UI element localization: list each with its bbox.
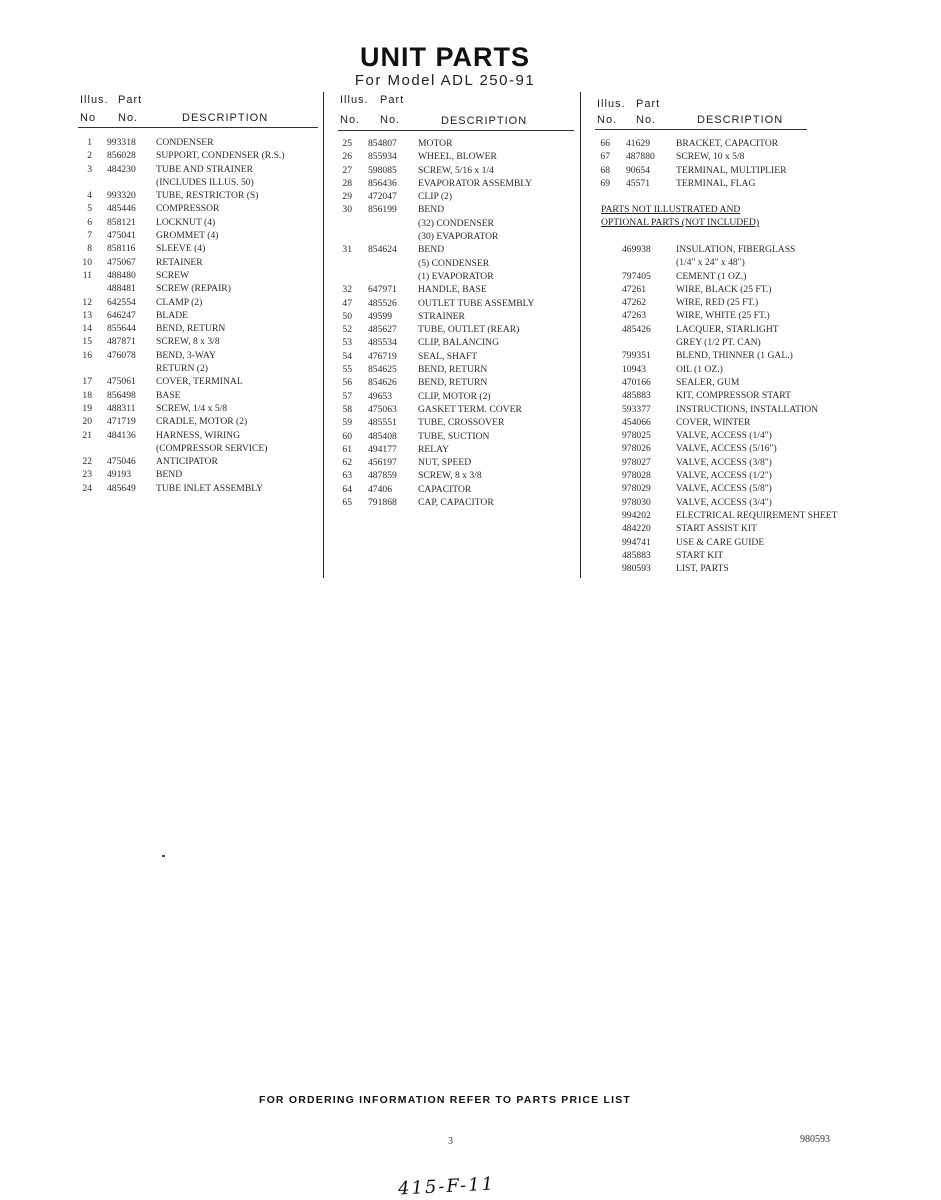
part-number: 90654 bbox=[626, 164, 650, 176]
not-illustrated-heading-1: PARTS NOT ILLUSTRATED AND bbox=[601, 204, 741, 215]
illus-number: 69 bbox=[600, 177, 610, 189]
part-description: INSTRUCTIONS, INSTALLATION bbox=[676, 403, 819, 415]
part-description: (INCLUDES ILLUS. 50) bbox=[156, 176, 254, 188]
part-number: 856028 bbox=[107, 150, 136, 162]
part-description: SCREW, 5/16 x 1/4 bbox=[418, 164, 494, 176]
part-description: TUBE, RESTRICTOR (S) bbox=[156, 190, 259, 202]
model-subtitle: For Model ADL 250-91 bbox=[354, 72, 536, 89]
part-number: 978029 bbox=[622, 483, 651, 495]
col2-no-label: No. bbox=[340, 114, 361, 126]
part-number: 49653 bbox=[368, 390, 392, 402]
part-description: BEND, RETURN bbox=[418, 364, 488, 376]
part-number: 476078 bbox=[107, 349, 136, 361]
column-divider-left bbox=[323, 92, 324, 578]
col2-part-label: Part bbox=[380, 94, 405, 106]
part-number: 47261 bbox=[622, 283, 646, 295]
illus-number: 52 bbox=[342, 324, 352, 336]
part-number: 854624 bbox=[368, 244, 397, 256]
part-description: LOCKNUT (4) bbox=[156, 216, 216, 228]
part-description: SUPPORT, CONDENSER (R.S.) bbox=[156, 150, 285, 162]
col3-part-no-label: No. bbox=[636, 114, 657, 126]
part-description: RELAY bbox=[418, 443, 450, 455]
part-description: CLIP (2) bbox=[418, 191, 453, 203]
part-description: COVER, WINTER bbox=[676, 416, 751, 428]
part-description: STRAINER bbox=[418, 310, 465, 322]
part-number: 797405 bbox=[622, 270, 651, 282]
part-description: VALVE, ACCESS (1/4") bbox=[676, 430, 772, 442]
part-number: 993320 bbox=[107, 190, 136, 202]
part-number: 799351 bbox=[622, 350, 651, 362]
part-description: HARNESS, WIRING bbox=[156, 429, 241, 441]
part-number: 485649 bbox=[107, 482, 136, 494]
illus-number: 21 bbox=[82, 429, 92, 441]
illus-number: 24 bbox=[82, 482, 92, 494]
illus-number: 53 bbox=[342, 337, 352, 349]
col3-header-rule bbox=[595, 129, 807, 130]
part-number: 484220 bbox=[622, 523, 651, 535]
illus-number: 22 bbox=[82, 456, 92, 468]
part-description: WIRE, BLACK (25 FT.) bbox=[676, 283, 772, 295]
illus-number: 4 bbox=[87, 190, 92, 202]
illus-number: 50 bbox=[342, 310, 352, 322]
part-description: EVAPORATOR ASSEMBLY bbox=[418, 177, 533, 189]
part-description: GASKET TERM. COVER bbox=[418, 403, 522, 415]
illus-number: 20 bbox=[82, 416, 92, 428]
illus-number: 18 bbox=[82, 389, 92, 401]
part-description: BEND, RETURN bbox=[156, 323, 226, 335]
part-description: VALVE, ACCESS (3/8") bbox=[676, 456, 772, 468]
scan-speck bbox=[162, 855, 165, 857]
part-number: 854807 bbox=[368, 138, 397, 149]
column-divider-right bbox=[580, 92, 581, 578]
col1-part-no-label: No. bbox=[118, 112, 139, 124]
part-number: 856436 bbox=[368, 177, 397, 189]
part-number: 475061 bbox=[107, 376, 136, 388]
part-number: 475063 bbox=[368, 403, 397, 415]
part-number: 858116 bbox=[107, 243, 136, 255]
part-number: 485883 bbox=[622, 390, 651, 402]
part-number: 475067 bbox=[107, 256, 136, 268]
illus-number: 59 bbox=[342, 417, 352, 429]
col3-illus-label: Illus. bbox=[597, 98, 626, 110]
part-number: 485426 bbox=[622, 323, 651, 335]
illus-number: 68 bbox=[600, 164, 610, 176]
illus-number: 11 bbox=[82, 269, 92, 281]
illus-number: 29 bbox=[342, 191, 352, 203]
col2-illus-label: Illus. bbox=[340, 94, 369, 106]
part-description: CAP, CAPACITOR bbox=[418, 497, 494, 509]
illus-number: 31 bbox=[342, 244, 352, 256]
part-number: 993318 bbox=[107, 137, 136, 148]
part-description: COMPRESSOR bbox=[156, 203, 220, 215]
part-number: 475046 bbox=[107, 456, 136, 468]
col1-part-label: Part bbox=[118, 94, 143, 106]
part-number: 475041 bbox=[107, 230, 136, 242]
illus-number: 61 bbox=[342, 443, 352, 455]
part-number: 485627 bbox=[368, 324, 397, 336]
illus-number: 23 bbox=[82, 469, 92, 481]
part-description: SCREW, 8 x 3/8 bbox=[418, 470, 482, 482]
illus-number: 19 bbox=[82, 402, 92, 414]
part-number: 47263 bbox=[622, 310, 646, 322]
part-number: 485526 bbox=[368, 297, 397, 309]
illus-number: 7 bbox=[87, 230, 92, 242]
col3-description-label: DESCRIPTION bbox=[697, 114, 784, 126]
part-description: TUBE, SUCTION bbox=[418, 430, 490, 442]
part-number: 978027 bbox=[622, 456, 651, 468]
part-number: 456197 bbox=[368, 457, 397, 469]
part-description: SCREW (REPAIR) bbox=[156, 283, 231, 295]
part-description: TUBE, CROSSOVER bbox=[418, 417, 505, 429]
part-number: 494177 bbox=[368, 443, 397, 455]
part-description: ANTICIPATOR bbox=[156, 456, 218, 468]
part-number: 978030 bbox=[622, 496, 651, 508]
part-description: INSULATION, FIBERGLASS bbox=[676, 244, 796, 255]
part-description: RETAINER bbox=[156, 256, 203, 268]
part-description: WIRE, RED (25 FT.) bbox=[676, 297, 759, 309]
part-description: (1/4" x 24" x 48") bbox=[676, 257, 745, 269]
part-description: (32) CONDENSER bbox=[418, 217, 494, 229]
part-number: 485408 bbox=[368, 430, 397, 442]
col1-header-rule bbox=[78, 127, 318, 128]
part-number: 484230 bbox=[107, 163, 136, 175]
part-number: 488481 bbox=[107, 283, 136, 295]
part-description: BEND, RETURN bbox=[418, 377, 488, 389]
part-number: 598085 bbox=[368, 164, 397, 176]
part-description: TUBE AND STRAINER bbox=[156, 163, 254, 175]
part-description: BEND bbox=[156, 469, 183, 481]
part-description: BEND bbox=[418, 204, 445, 216]
part-description: ELECTRICAL REQUIREMENT SHEET bbox=[676, 509, 838, 521]
part-number: 856199 bbox=[368, 204, 397, 216]
col3-no-label: No. bbox=[597, 114, 618, 126]
part-number: 488480 bbox=[107, 269, 136, 281]
not-illustrated-heading-2: OPTIONAL PARTS (NOT INCLUDED) bbox=[601, 217, 760, 228]
illus-number: 12 bbox=[82, 296, 92, 308]
part-number: 41629 bbox=[626, 138, 650, 149]
illus-number: 1 bbox=[87, 137, 92, 148]
part-description: VALVE, ACCESS (5/16") bbox=[676, 443, 777, 455]
part-number: 854625 bbox=[368, 364, 397, 376]
part-description: NUT, SPEED bbox=[418, 457, 472, 469]
col1-description-label: DESCRIPTION bbox=[182, 112, 269, 124]
part-description: KIT, COMPRESSOR START bbox=[676, 390, 791, 402]
part-description: USE & CARE GUIDE bbox=[676, 536, 765, 548]
part-description: TUBE INLET ASSEMBLY bbox=[156, 482, 264, 494]
part-number: 994202 bbox=[622, 509, 651, 521]
illus-number: 5 bbox=[87, 203, 92, 215]
part-number: 487871 bbox=[107, 336, 136, 348]
part-number: 469938 bbox=[622, 244, 651, 255]
illus-number: 54 bbox=[342, 350, 352, 362]
col2-part-no-label: No. bbox=[380, 114, 401, 126]
col3-part-label: Part bbox=[636, 98, 661, 110]
part-description: (1) EVAPORATOR bbox=[418, 270, 494, 282]
part-description: CRADLE, MOTOR (2) bbox=[156, 416, 248, 428]
part-description: TERMINAL, MULTIPLIER bbox=[676, 164, 787, 176]
part-description: LIST, PARTS bbox=[676, 563, 729, 575]
part-number: 485446 bbox=[107, 203, 136, 215]
part-description: SCREW, 10 x 5/8 bbox=[676, 151, 745, 163]
part-number: 978025 bbox=[622, 430, 651, 442]
page-number: 3 bbox=[448, 1136, 453, 1147]
illus-number: 30 bbox=[342, 204, 352, 216]
illus-number: 67 bbox=[600, 151, 610, 163]
part-description: BASE bbox=[156, 389, 181, 401]
part-number: 45571 bbox=[626, 177, 650, 189]
part-number: 484136 bbox=[107, 429, 136, 441]
part-description: GROMMET (4) bbox=[156, 230, 219, 242]
part-description: BRACKET, CAPACITOR bbox=[676, 138, 779, 149]
illus-number: 55 bbox=[342, 364, 352, 376]
part-number: 485551 bbox=[368, 417, 397, 429]
part-description: RETURN (2) bbox=[156, 363, 208, 375]
part-number: 47406 bbox=[368, 483, 392, 495]
illus-number: 6 bbox=[87, 216, 92, 228]
part-number: 980593 bbox=[622, 563, 651, 575]
part-number: 854626 bbox=[368, 377, 397, 389]
part-number: 791868 bbox=[368, 497, 397, 509]
part-number: 487859 bbox=[368, 470, 397, 482]
part-number: 978028 bbox=[622, 470, 651, 482]
part-number: 855934 bbox=[368, 151, 397, 163]
part-description: MOTOR bbox=[418, 138, 453, 149]
part-description: SLEEVE (4) bbox=[156, 243, 206, 255]
illus-number: 26 bbox=[342, 151, 352, 163]
part-description: (30) EVAPORATOR bbox=[418, 231, 499, 243]
part-description: CLIP, BALANCING bbox=[418, 337, 500, 349]
illus-number: 16 bbox=[82, 349, 92, 361]
part-description: SEAL, SHAFT bbox=[418, 350, 478, 362]
part-number: 454066 bbox=[622, 416, 651, 428]
part-description: SEALER, GUM bbox=[676, 376, 740, 388]
illus-number: 65 bbox=[342, 497, 352, 509]
part-description: CONDENSER bbox=[156, 137, 214, 148]
part-number: 470166 bbox=[622, 376, 651, 388]
part-description: CAPACITOR bbox=[418, 483, 472, 495]
illus-number: 3 bbox=[87, 163, 92, 175]
illus-number: 17 bbox=[82, 376, 92, 388]
part-number: 10943 bbox=[622, 363, 646, 375]
part-number: 856498 bbox=[107, 389, 136, 401]
part-number: 49599 bbox=[368, 310, 392, 322]
illus-number: 2 bbox=[87, 150, 92, 162]
part-description: VALVE, ACCESS (5/8") bbox=[676, 483, 772, 495]
illus-number: 13 bbox=[82, 309, 92, 321]
part-description: BLADE bbox=[156, 309, 188, 321]
part-description: OUTLET TUBE ASSEMBLY bbox=[418, 297, 535, 309]
col2-header-rule bbox=[338, 130, 574, 131]
part-description: HANDLE, BASE bbox=[418, 284, 487, 296]
part-number: 49193 bbox=[107, 469, 131, 481]
part-number: 487880 bbox=[626, 151, 655, 163]
illus-number: 15 bbox=[82, 336, 92, 348]
part-description: WIRE, WHITE (25 FT.) bbox=[676, 310, 770, 322]
part-number: 593377 bbox=[622, 403, 651, 415]
illus-number: 8 bbox=[87, 243, 92, 255]
illus-number: 64 bbox=[342, 483, 352, 495]
illus-number: 47 bbox=[342, 297, 352, 309]
page-title: UNIT PARTS bbox=[360, 42, 530, 72]
part-description: VALVE, ACCESS (1/2") bbox=[676, 470, 772, 482]
illus-number: 56 bbox=[342, 377, 352, 389]
illus-number: 63 bbox=[342, 470, 352, 482]
illus-number: 60 bbox=[342, 430, 352, 442]
part-number: 858121 bbox=[107, 216, 136, 228]
col1-no-label: No bbox=[80, 112, 97, 124]
part-number: 471719 bbox=[107, 416, 136, 428]
illus-number: 32 bbox=[342, 284, 352, 296]
part-number: 488311 bbox=[107, 402, 136, 414]
part-description: GREY (1/2 PT. CAN) bbox=[676, 337, 761, 349]
part-description: CLIP, MOTOR (2) bbox=[418, 390, 491, 402]
part-description: BEND, 3-WAY bbox=[156, 349, 216, 361]
ordering-note: FOR ORDERING INFORMATION REFER TO PARTS PRICE LIST bbox=[258, 1094, 632, 1106]
part-description: TERMINAL, FLAG bbox=[676, 177, 756, 189]
part-number: 647971 bbox=[368, 284, 397, 296]
illus-number: 28 bbox=[342, 177, 352, 189]
part-description: CLAMP (2) bbox=[156, 296, 203, 308]
part-description: SCREW, 1/4 x 5/8 bbox=[156, 402, 228, 414]
part-description: CEMENT (1 OZ.) bbox=[676, 270, 747, 282]
part-description: BEND bbox=[418, 244, 445, 256]
part-description: (COMPRESSOR SERVICE) bbox=[156, 442, 268, 454]
col1-illus-label: Illus. bbox=[80, 94, 109, 106]
part-number: 47262 bbox=[622, 297, 646, 309]
part-description: SCREW bbox=[156, 269, 190, 281]
part-number: 472047 bbox=[368, 191, 397, 203]
part-number: 994741 bbox=[622, 536, 651, 548]
part-number: 642554 bbox=[107, 296, 136, 308]
part-number: 476719 bbox=[368, 350, 397, 362]
illus-number: 25 bbox=[342, 138, 352, 149]
col2-description-label: DESCRIPTION bbox=[441, 115, 528, 127]
illus-number: 57 bbox=[342, 390, 352, 402]
handwritten-note: 415-F-11 bbox=[397, 1173, 496, 1200]
part-number: 855644 bbox=[107, 323, 136, 335]
illus-number: 10 bbox=[82, 256, 92, 268]
part-number: 646247 bbox=[107, 309, 136, 321]
part-description: BLEND, THINNER (1 GAL.) bbox=[676, 350, 793, 362]
part-number: 978026 bbox=[622, 443, 651, 455]
part-description: START ASSIST KIT bbox=[676, 523, 757, 535]
part-number: 485883 bbox=[622, 549, 651, 561]
part-description: SCREW, 8 x 3/8 bbox=[156, 336, 220, 348]
part-description: COVER, TERMINAL bbox=[156, 376, 243, 388]
illus-number: 58 bbox=[342, 403, 352, 415]
illus-number: 14 bbox=[82, 323, 92, 335]
part-description: (5) CONDENSER bbox=[418, 257, 490, 269]
part-description: OIL (1 OZ.) bbox=[676, 363, 723, 375]
part-description: TUBE, OUTLET (REAR) bbox=[418, 324, 520, 336]
illus-number: 62 bbox=[342, 457, 352, 469]
part-description: WHEEL, BLOWER bbox=[418, 151, 497, 163]
part-description: LACQUER, STARLIGHT bbox=[676, 323, 779, 335]
illus-number: 66 bbox=[600, 138, 610, 149]
part-description: VALVE, ACCESS (3/4") bbox=[676, 496, 772, 508]
document-number: 980593 bbox=[800, 1134, 830, 1145]
part-description: START KIT bbox=[676, 549, 724, 561]
part-number: 485534 bbox=[368, 337, 397, 349]
illus-number: 27 bbox=[342, 164, 352, 176]
